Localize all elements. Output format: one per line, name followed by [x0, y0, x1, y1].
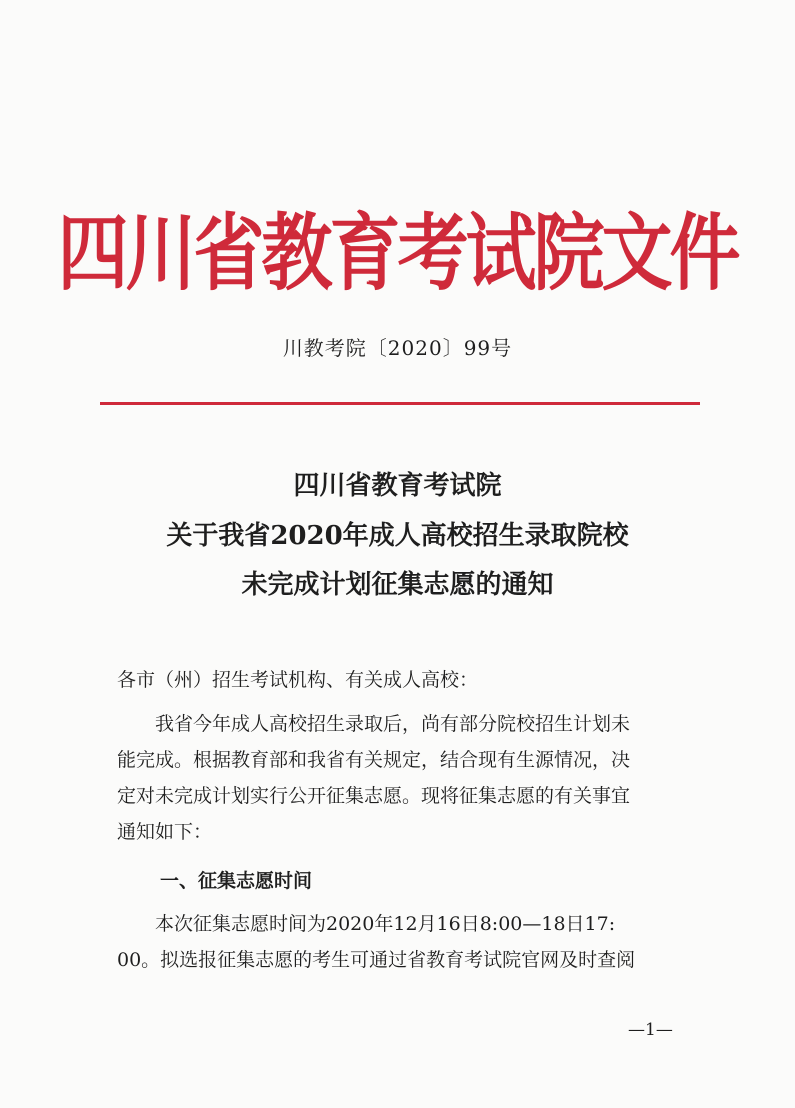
section-1-heading: 一、征集志愿时间: [160, 870, 313, 892]
title-line-2: 关于我省2020年成人高校招生录取院校: [166, 521, 629, 551]
title-line-3: 未完成计划征集志愿的通知: [241, 570, 554, 600]
paragraph-1: [117, 706, 697, 850]
title-line-1: 四川省教育考试院: [293, 471, 502, 501]
salutation: 各市（州）招生考试机构、有关成人高校：: [117, 669, 479, 691]
paragraph-1-line: 定对未完成计划实行公开征集志愿。现将征集志愿的有关事宜: [117, 785, 631, 807]
paragraph-2: [117, 906, 697, 978]
paragraph-1-line: 通知如下：: [117, 821, 213, 843]
paragraph-2-line: 本次征集志愿时间为2020年12月16日8:00—18日17:: [117, 913, 616, 935]
paragraph-1-line: 能完成。根据教育部和我省有关规定，结合现有生源情况，决: [117, 749, 631, 771]
document-number: 川教考院〔2020〕99号: [282, 336, 513, 360]
masthead-title: 四川省教育考试院文件: [57, 203, 738, 303]
paragraph-1-line: 我省今年成人高校招生录取后，尚有部分院校招生计划未: [117, 713, 631, 735]
page-number: —1—: [628, 1020, 673, 1040]
paragraph-2-line: 00。拟选报征集志愿的考生可通过省教育考试院官网及时查阅: [117, 949, 636, 971]
red-separator-line: [100, 402, 700, 405]
